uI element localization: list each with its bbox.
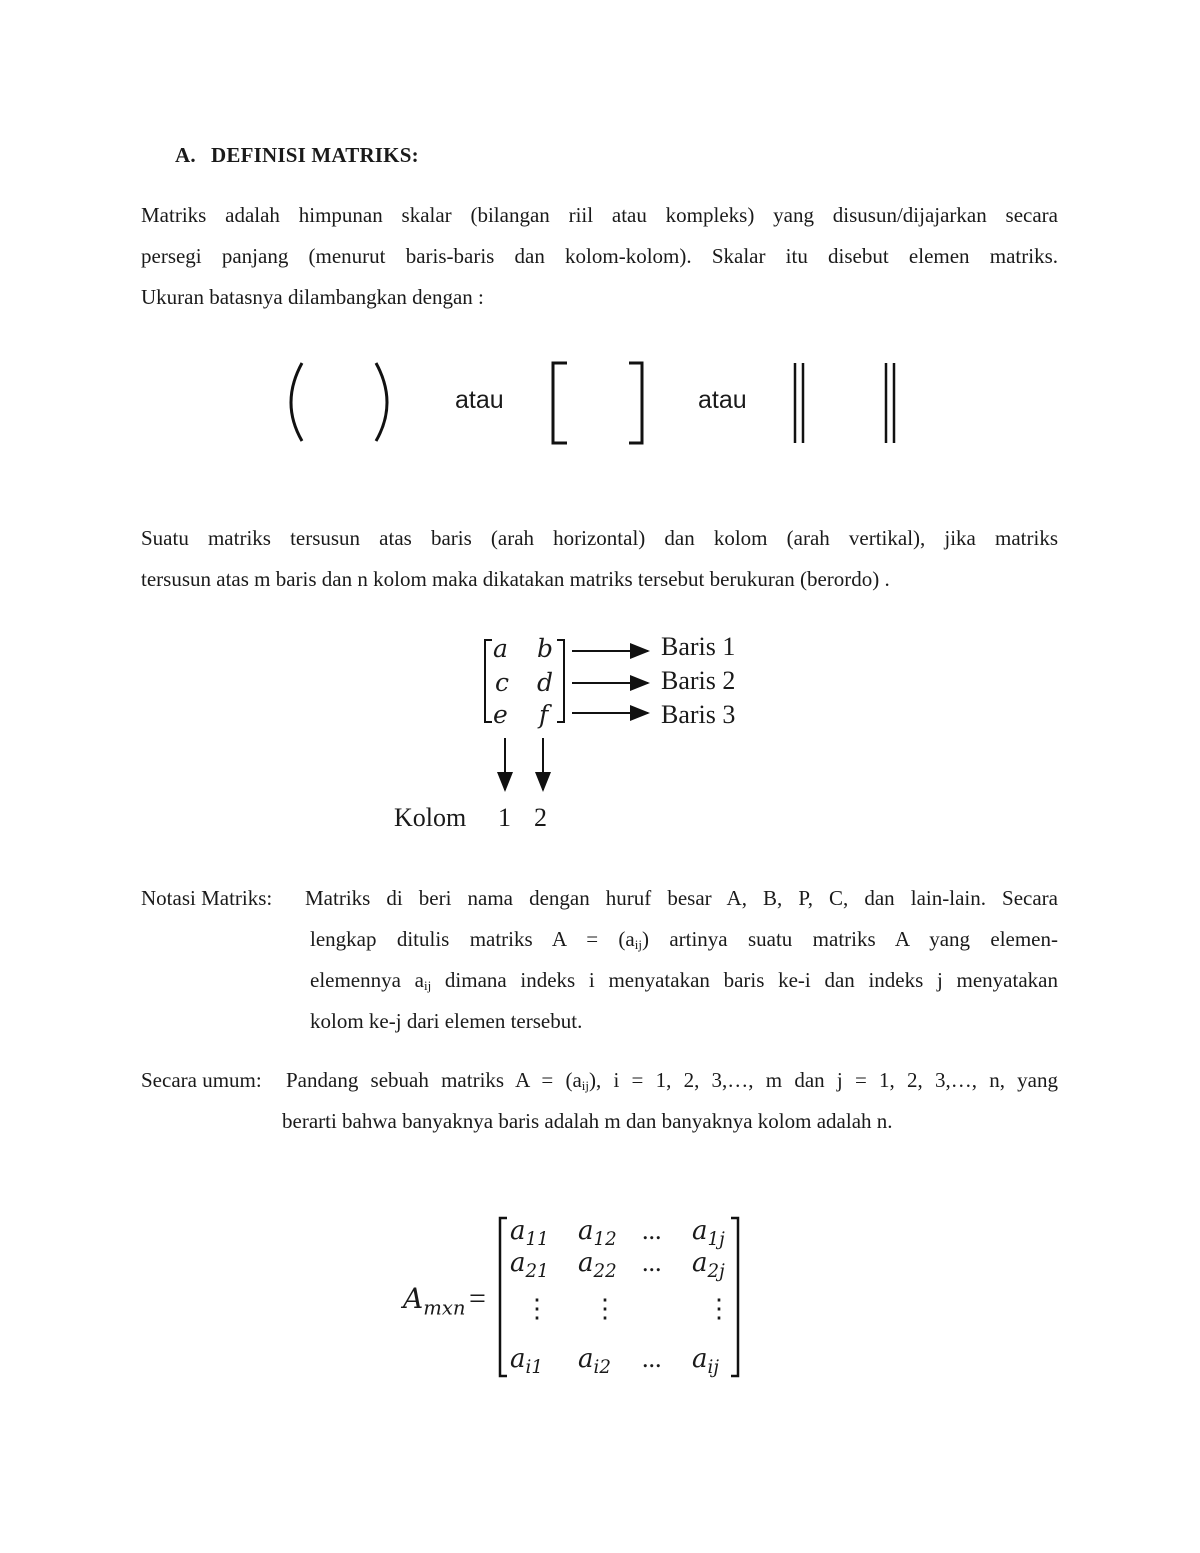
matrix-cell: e: [493, 700, 508, 729]
right-square-bracket-icon: [629, 363, 642, 443]
row-label: Baris 2: [661, 666, 736, 695]
matrix-cell: c: [495, 668, 510, 697]
notasi-line: kolom ke-j dari elemen tersebut.: [310, 1009, 583, 1033]
orde-paragraph: [141, 518, 1058, 600]
matrix-left-bracket-icon: [485, 640, 492, 722]
equals-sign: =: [469, 1282, 486, 1315]
matrix-ellipsis: ⋮: [524, 1294, 550, 1323]
matrix-ellipsis: ...: [642, 1248, 662, 1277]
matrix-element: $a_{2j}$: [692, 1248, 725, 1283]
notasi-line: Matriks di beri nama dengan huruf besar A, B, P, C, dan lain-lain. Secara: [305, 886, 1058, 910]
heading-title: DEFINISI MATRIKS:: [211, 143, 419, 167]
notasi-label: Notasi Matriks:: [141, 886, 273, 910]
row-label: Baris 1: [661, 632, 736, 661]
matrix-element: $a_{21}$: [510, 1248, 549, 1283]
general-matrix-figure: [395, 1212, 755, 1392]
matrix-element: $a_{ij}$: [692, 1344, 719, 1379]
matrix-element: $a_{11}$: [510, 1216, 549, 1251]
intro-line: Ukuran batasnya dilambangkan dengan :: [141, 285, 484, 309]
matrix-cell: b: [537, 634, 554, 663]
matrix-element: $a_{i1}$: [510, 1344, 543, 1379]
orde-line: tersusun atas m baris dan n kolom maka dikatakan matriks tersebut berukuran (berordo) .: [141, 567, 890, 591]
umum-section: [141, 1060, 1058, 1150]
heading-letter: A.: [175, 143, 196, 167]
matrix-element: $a_{12}$: [578, 1216, 617, 1251]
intro-line: persegi panjang (menurut baris-baris dan kolom-kolom). Skalar itu disebut elemen matriks.: [141, 244, 1058, 268]
matrix-left-bracket-icon: [500, 1218, 507, 1376]
atau-label: atau: [455, 386, 504, 414]
matrix-name: $A_{mxn}$: [403, 1282, 466, 1320]
umum-label: Secara umum:: [141, 1068, 262, 1092]
umum-line: Pandang sebuah matriks $A = (a_{ij})$, i = 1, 2, 3,…, m dan j = 1, 2, 3,…, n, yang: [286, 1068, 1058, 1093]
bracket-types-figure: [280, 355, 920, 455]
orde-line: Suatu matriks tersusun atas baris (arah horizontal) dan kolom (arah vertikal), jika matriks: [141, 526, 1058, 550]
kolom-label: Kolom: [394, 803, 467, 832]
matrix-cell: a: [493, 634, 508, 663]
matrix-ellipsis: ...: [642, 1344, 662, 1373]
notasi-line: lengkap ditulis matriks $A = (a_{ij})$ artinya suatu matriks A yang elemen-: [310, 927, 1058, 952]
matrix-element: $a_{i2}$: [578, 1344, 611, 1379]
matrix-ellipsis: ...: [642, 1216, 662, 1245]
intro-paragraph: [141, 195, 1058, 318]
left-square-bracket-icon: [553, 363, 567, 443]
intro-line: Matriks adalah himpunan skalar (bilangan riil atau kompleks) yang disusun/dijajarkan secara: [141, 203, 1058, 227]
notasi-section: [141, 878, 1058, 1048]
column-number: 2: [534, 803, 547, 832]
matrix-grid: [510, 1216, 735, 1381]
section-heading: [175, 143, 419, 168]
row-label: Baris 3: [661, 700, 736, 729]
matrix-cell: d: [537, 668, 554, 697]
matrix-element: $a_{1j}$: [692, 1216, 725, 1251]
right-paren-icon: [376, 363, 387, 441]
umum-line: berarti bahwa banyaknya baris adalah m dan banyaknya kolom adalah n.: [282, 1109, 893, 1133]
matrix-element: $a_{22}$: [578, 1248, 617, 1283]
column-number: 1: [498, 803, 511, 832]
notasi-line: elemennya $a_{ij}$ dimana indeks i menyatakan baris ke-i dan indeks j menyatakan: [310, 968, 1058, 993]
matrix-ellipsis: ⋮: [592, 1294, 618, 1323]
left-paren-icon: [291, 363, 302, 441]
matrix-right-bracket-icon: [557, 640, 564, 722]
row-column-diagram: [380, 630, 780, 845]
matrix-cell: f: [539, 700, 549, 729]
atau-label: atau: [698, 386, 747, 414]
matrix-ellipsis: ⋮: [706, 1294, 732, 1323]
bracket-symbols: [280, 355, 920, 455]
